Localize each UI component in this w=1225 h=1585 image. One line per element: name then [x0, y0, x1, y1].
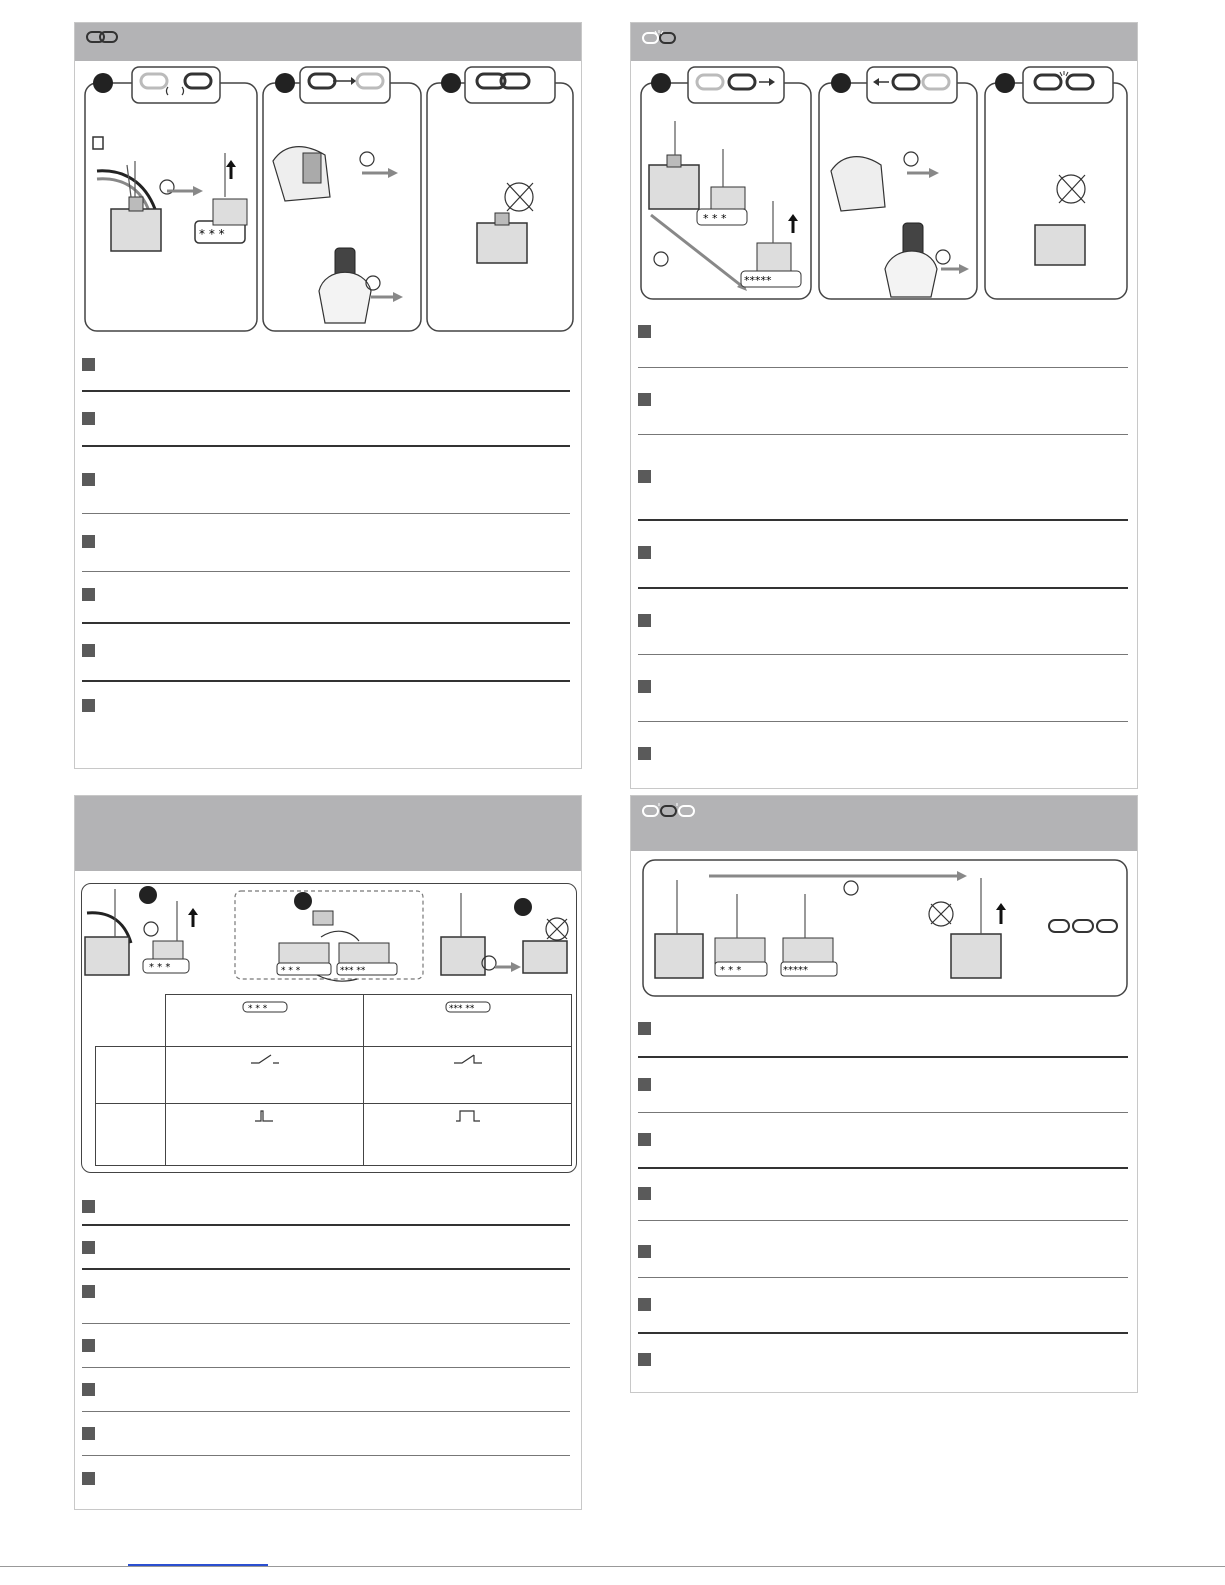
table-cell: [166, 1047, 364, 1104]
switch-open-icon: [249, 1053, 281, 1065]
instruction-bullet: [82, 535, 95, 548]
instruction-bullet: [82, 1472, 95, 1485]
unpair-all-header: [631, 796, 1137, 851]
instruction-bullet: [638, 614, 651, 627]
table-header-cell: [364, 995, 572, 1047]
broken-link-icon: [641, 29, 677, 47]
step-badge: [93, 73, 113, 93]
five-stars-icon: [445, 1001, 491, 1013]
separator: [638, 721, 1128, 722]
pairing-panel: [74, 22, 582, 769]
pairing-header: [75, 23, 581, 61]
step-badge: [139, 886, 157, 904]
step-badge: [651, 73, 671, 93]
step-badge: [294, 892, 312, 910]
table-row-label: [96, 1047, 166, 1104]
separator: [638, 1277, 1128, 1278]
separator: [638, 1112, 1128, 1113]
unpair-all-panel: [630, 795, 1138, 1393]
instruction-bullet: [638, 1245, 651, 1258]
instruction-bullet: [638, 1133, 651, 1146]
svg-text:*****: *****: [744, 274, 772, 287]
instruction-bullet: [638, 325, 651, 338]
instruction-bullet: [82, 699, 95, 712]
separator: [82, 513, 570, 514]
instruction-bullet: [82, 412, 95, 425]
step-badge: [275, 73, 295, 93]
instruction-bullet: [638, 680, 651, 693]
instruction-bullet: [638, 393, 651, 406]
instruction-bullet: [82, 1427, 95, 1440]
separator: [82, 1411, 570, 1412]
instruction-bullet: [82, 1285, 95, 1298]
instruction-bullet: [638, 546, 651, 559]
table-cell: [166, 1104, 364, 1166]
three-stars-icon: [242, 1001, 288, 1013]
mode-illustration: [81, 883, 577, 983]
double-broken-link-icon: [641, 802, 697, 820]
instruction-bullet: [82, 1200, 95, 1213]
instruction-bullet: [638, 747, 651, 760]
mode-header: [75, 796, 581, 871]
separator: [82, 1268, 570, 1270]
table-row-label: [96, 1104, 166, 1166]
separator: [82, 680, 570, 682]
svg-text:* * *: * * *: [149, 962, 171, 973]
table-header-cell: [166, 995, 364, 1047]
instruction-bullet: [638, 1353, 651, 1366]
instruction-bullet: [638, 470, 651, 483]
unpair-panel: [630, 22, 1138, 789]
separator: [82, 1224, 570, 1226]
switch-closed-icon: [452, 1053, 484, 1065]
step-badge: [441, 73, 461, 93]
instruction-bullet: [638, 1022, 651, 1035]
unpair-illustration: [631, 61, 1139, 301]
footer-rule: [0, 1566, 1225, 1567]
pairing-illustration: [75, 61, 583, 333]
instruction-bullet: [638, 1187, 651, 1200]
svg-text:* * *: * * *: [720, 965, 742, 976]
separator: [638, 1332, 1128, 1334]
link-icon: [85, 29, 121, 45]
instruction-bullet: [82, 588, 95, 601]
step-badge: [831, 73, 851, 93]
instruction-bullet: [82, 1241, 95, 1254]
mode-panel: [74, 795, 582, 1510]
separator: [82, 390, 570, 392]
svg-text:* * *: * * *: [281, 966, 301, 976]
svg-text:*** **: *** **: [448, 1004, 474, 1013]
svg-text:* * *: * * *: [247, 1004, 267, 1013]
separator: [82, 1323, 570, 1324]
instruction-bullet: [82, 473, 95, 486]
instruction-bullet: [82, 358, 95, 371]
instruction-bullet: [82, 1339, 95, 1352]
table-cell: [364, 1104, 572, 1166]
short-pulse-icon: [253, 1109, 277, 1123]
separator: [82, 622, 570, 624]
step-badge: [514, 898, 532, 916]
separator: [82, 571, 570, 572]
separator: [638, 654, 1128, 655]
separator: [638, 587, 1128, 589]
instruction-bullet: [638, 1298, 651, 1311]
instruction-bullet: [82, 644, 95, 657]
footer-link[interactable]: [128, 1564, 268, 1566]
unpair-header: [631, 23, 1137, 61]
instruction-bullet: [82, 1383, 95, 1396]
separator: [638, 1056, 1128, 1058]
svg-text:*****: *****: [783, 965, 808, 976]
mode-options-table: [95, 994, 572, 1166]
long-pulse-icon: [454, 1109, 482, 1123]
instruction-bullet: [638, 1078, 651, 1091]
separator: [638, 434, 1128, 435]
step-badge: [995, 73, 1015, 93]
separator: [82, 1367, 570, 1368]
svg-text:*** **: *** **: [340, 966, 366, 976]
svg-text:* * *: * * *: [199, 227, 225, 241]
separator: [638, 519, 1128, 521]
separator: [82, 1455, 570, 1456]
table-corner: [96, 995, 166, 1047]
separator: [638, 1220, 1128, 1221]
table-cell: [364, 1047, 572, 1104]
separator: [638, 367, 1128, 368]
separator: [82, 445, 570, 447]
svg-text:* * *: * * *: [703, 212, 727, 225]
separator: [638, 1167, 1128, 1169]
unpair-all-illustration: [641, 858, 1129, 998]
